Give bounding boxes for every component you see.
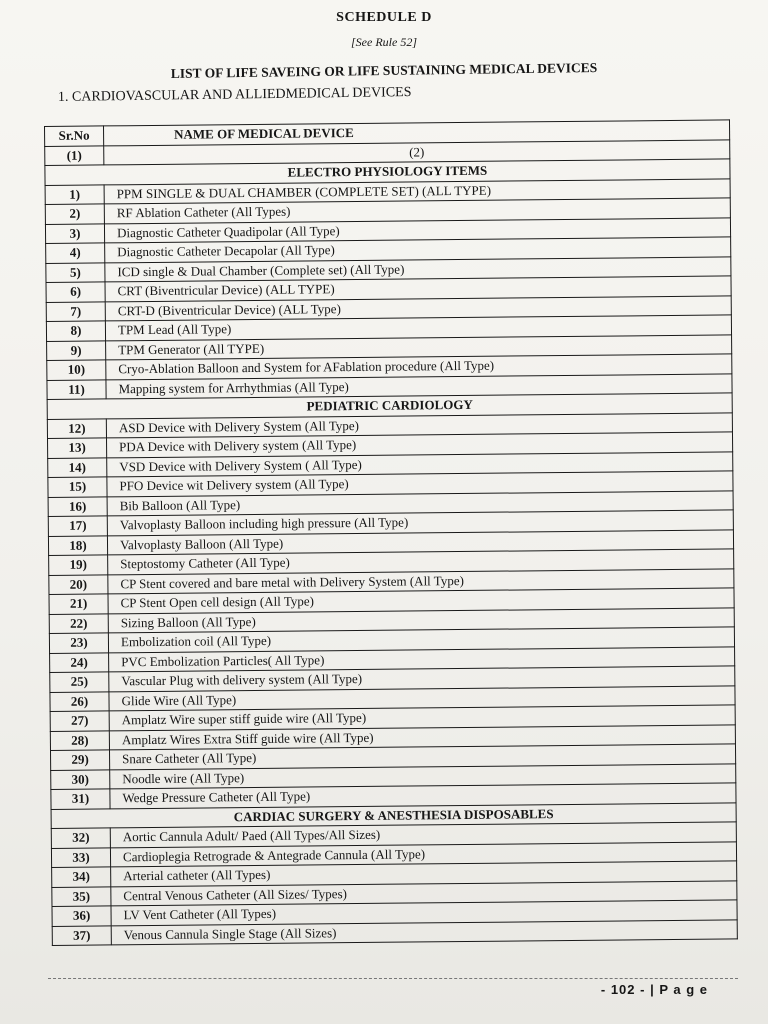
footer-divider bbox=[48, 978, 738, 979]
device-name-cell: Venous Cannula Single Stage (All Sizes) bbox=[111, 919, 737, 945]
device-name-cell: ASD Device with Delivery System (All Type) bbox=[106, 412, 732, 438]
serial-number-cell: 31) bbox=[51, 789, 110, 809]
device-name-cell: Arterial catheter (All Types) bbox=[111, 861, 737, 887]
serial-number-cell: 18) bbox=[48, 535, 107, 555]
device-name-cell: PVC Embolization Particles( All Type) bbox=[109, 646, 735, 672]
device-name-cell: Embolization coil (All Type) bbox=[108, 627, 734, 653]
serial-number-cell: 2) bbox=[45, 204, 104, 224]
serial-number-cell: 36) bbox=[52, 906, 111, 926]
serial-number-cell: 21) bbox=[49, 594, 108, 614]
serial-number-cell: 4) bbox=[46, 243, 105, 263]
serial-number-cell: 26) bbox=[50, 691, 109, 711]
serial-number-cell: 15) bbox=[48, 477, 107, 497]
device-name-cell: Mapping system for Arrhythmias (All Type) bbox=[106, 373, 732, 399]
group-title: ELECTRO PHYSIOLOGY ITEMS bbox=[45, 159, 730, 185]
serial-number-cell: 34) bbox=[52, 867, 111, 887]
device-name-cell: Cryo-Ablation Balloon and System for AFablation procedure (All Type) bbox=[106, 354, 732, 380]
device-name-cell: PFO Device wit Delivery system (All Type) bbox=[107, 471, 733, 497]
col-name-number: (2) bbox=[104, 139, 730, 165]
device-name-cell: Valvoplasty Balloon including high pressure (All Type) bbox=[107, 510, 733, 536]
serial-number-cell: 9) bbox=[47, 340, 106, 360]
group-title: PEDIATRIC CARDIOLOGY bbox=[47, 393, 732, 419]
serial-number-cell: 29) bbox=[50, 750, 109, 770]
device-name-cell: TPM Lead (All Type) bbox=[105, 315, 731, 341]
device-name-cell: Valvoplasty Balloon (All Type) bbox=[107, 529, 733, 555]
serial-number-cell: 27) bbox=[50, 711, 109, 731]
device-name-cell: Wedge Pressure Catheter (All Type) bbox=[110, 783, 736, 809]
device-name-cell: Aortic Cannula Adult/ Paed (All Types/All Sizes) bbox=[110, 822, 736, 848]
serial-number-cell: 12) bbox=[47, 418, 106, 438]
devices-table-container bbox=[44, 119, 738, 946]
device-name-cell: ICD single & Dual Chamber (Complete set) (All Type) bbox=[105, 256, 731, 282]
serial-number-cell: 32) bbox=[51, 828, 110, 848]
device-name-cell: VSD Device with Delivery System ( All Type) bbox=[107, 451, 733, 477]
device-name-cell: Bib Balloon (All Type) bbox=[107, 490, 733, 516]
serial-number-cell: 16) bbox=[48, 496, 107, 516]
serial-number-cell: 6) bbox=[46, 282, 105, 302]
device-name-cell: Cardioplegia Retrograde & Antegrade Cannula (All Type) bbox=[110, 841, 736, 867]
device-name-cell: Vascular Plug with delivery system (All Type) bbox=[109, 666, 735, 692]
section-heading: 1. CARDIOVASCULAR AND ALLIEDMEDICAL DEVICES bbox=[57, 85, 412, 105]
device-name-cell: Noodle wire (All Type) bbox=[110, 763, 736, 789]
device-name-cell: Amplatz Wire super stiff guide wire (All Type) bbox=[109, 705, 735, 731]
serial-number-cell: 20) bbox=[49, 574, 108, 594]
page-number: - 102 - | P a g e bbox=[600, 982, 708, 997]
group-title: CARDIAC SURGERY & ANESTHESIA DISPOSABLES bbox=[51, 802, 736, 828]
device-name-cell: Amplatz Wires Extra Stiff guide wire (All Type) bbox=[109, 724, 735, 750]
device-name-cell: CRT-D (Biventricular Device) (ALL Type) bbox=[105, 295, 731, 321]
device-name-cell: Sizing Balloon (All Type) bbox=[108, 607, 734, 633]
serial-number-cell: 22) bbox=[49, 613, 108, 633]
serial-number-cell: 28) bbox=[50, 730, 109, 750]
serial-number-cell: 35) bbox=[52, 886, 111, 906]
device-name-cell: CP Stent Open cell design (All Type) bbox=[108, 588, 734, 614]
serial-number-cell: 3) bbox=[45, 223, 104, 243]
device-name-cell: Glide Wire (All Type) bbox=[109, 685, 735, 711]
serial-number-cell: 30) bbox=[51, 769, 110, 789]
device-name-cell: Diagnostic Catheter Decapolar (All Type) bbox=[105, 237, 731, 263]
device-name-cell: Central Venous Catheter (All Sizes/ Types) bbox=[111, 880, 737, 906]
device-name-cell: Snare Catheter (All Type) bbox=[109, 744, 735, 770]
serial-number-cell: 19) bbox=[49, 555, 108, 575]
serial-number-cell: 33) bbox=[51, 847, 110, 867]
device-name-cell: Steptostomy Catheter (All Type) bbox=[108, 549, 734, 575]
serial-number-cell: 37) bbox=[52, 925, 111, 945]
device-name-cell: LV Vent Catheter (All Types) bbox=[111, 900, 737, 926]
device-name-cell: CP Stent covered and bare metal with Delivery System (All Type) bbox=[108, 568, 734, 594]
device-name-cell: TPM Generator (All TYPE) bbox=[106, 334, 732, 360]
device-name-cell: Diagnostic Catheter Quadipolar (All Type) bbox=[104, 217, 730, 243]
serial-number-cell: 5) bbox=[46, 262, 105, 282]
col-name-header: NAME OF MEDICAL DEVICE bbox=[104, 120, 730, 146]
serial-number-cell: 13) bbox=[47, 438, 106, 458]
schedule-heading: SCHEDULE D bbox=[336, 10, 432, 25]
serial-number-cell: 11) bbox=[47, 379, 106, 399]
list-title: LIST OF LIFE SAVEING OR LIFE SUSTAINING MEDICAL DEVICES bbox=[170, 60, 598, 81]
serial-number-cell: 1) bbox=[45, 184, 104, 204]
serial-number-cell: 8) bbox=[46, 321, 105, 341]
device-name-cell: RF Ablation Catheter (All Types) bbox=[104, 198, 730, 224]
serial-number-cell: 24) bbox=[50, 652, 109, 672]
serial-number-cell: 14) bbox=[48, 457, 107, 477]
serial-number-cell: 10) bbox=[47, 360, 106, 380]
device-name-cell: PDA Device with Delivery system (All Type) bbox=[106, 432, 732, 458]
serial-number-cell: 17) bbox=[48, 516, 107, 536]
serial-number-cell: 25) bbox=[50, 672, 109, 692]
serial-number-cell: 7) bbox=[46, 301, 105, 321]
device-name-cell: CRT (Biventricular Device) (ALL TYPE) bbox=[105, 276, 731, 302]
devices-table bbox=[44, 119, 738, 946]
serial-number-cell: 23) bbox=[49, 633, 108, 653]
rule-reference: [See Rule 52] bbox=[351, 35, 417, 49]
device-name-cell: PPM SINGLE & DUAL CHAMBER (COMPLETE SET) (ALL TYPE) bbox=[104, 178, 730, 204]
col-srno-number: (1) bbox=[45, 145, 104, 165]
col-srno-header: Sr.No bbox=[45, 126, 104, 146]
